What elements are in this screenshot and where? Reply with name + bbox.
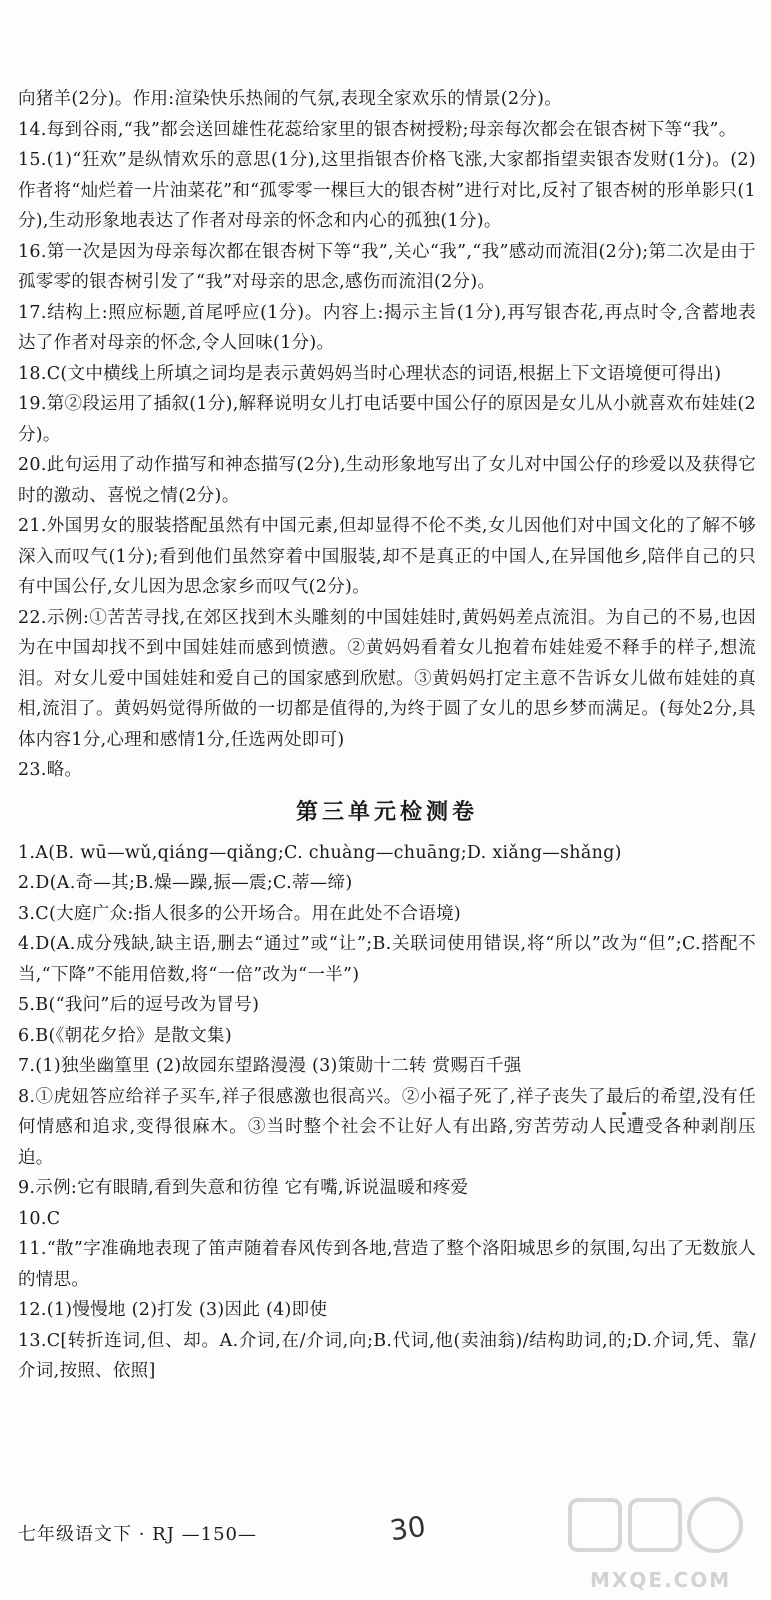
answer-content [18, 84, 756, 1387]
watermark-icon [560, 1490, 760, 1570]
answer-item: 14.每到谷雨,“我”都会送回雄性花蕊给家里的银杏树授粉;母亲每次都会在银杏树下等“我”。 [18, 119, 737, 140]
watermark-text: MXQE.COM [590, 1568, 732, 1592]
answer-item: 8.①虎妞答应给祥子买车,祥子很感激也很高兴。②小福子死了,祥子丧失了最后的希望,没有任何情感和追求,变得很麻木。③当时整个社会不让好人有出路,穷苦劳动人民遭受各种剥削压迫。 [18, 1086, 756, 1168]
watermark-logo [560, 1490, 760, 1590]
answer-item: 20.此句运用了动作描写和神态描写(2分),生动形象地写出了女儿对中国公仔的珍爱以及获得它时的激动、喜悦之情(2分)。 [18, 455, 756, 506]
answer-item: 21.外国男女的服装搭配虽然有中国元素,但却显得不伦不类,女儿因他们对中国文化的了解不够深入而叹气(1分);看到他们虽然穿着中国服装,却不是真正的中国人,在异国他乡,陪伴自己的只有中国公仔,女儿因为思念家乡而叹气(2分)。 [18, 516, 756, 597]
answers-unit-three [18, 838, 756, 1387]
answer-item: 12.(1)慢慢地 (2)打发 (3)因此 (4)即使 [18, 1300, 328, 1320]
answer-item: 16.第一次是因为母亲每次都在银杏树下等“我”,关心“我”,“我”感动而流泪(2分);第二次是由于孤零零的银杏树引发了“我”对母亲的思念,感伤而流泪(2分)。 [18, 241, 756, 292]
answer-item: 6.B(《朝花夕拾》是散文集) [18, 1025, 232, 1046]
answer-item: 11.“散”字准确地表现了笛声随着春风传到各地,营造了整个洛阳城思乡的氛围,勾出了无数旅人的情思。 [18, 1239, 756, 1290]
answer-item: 17.结构上:照应标题,首尾呼应(1分)。内容上:揭示主旨(1分),再写银杏花,再点时令,含蓄地表达了作者对母亲的怀念,令人回味(1分)。 [18, 302, 756, 353]
answer-item: 4.D(A.成分残缺,缺主语,删去“通过”或“让”;B.关联词使用错误,将“所以”改为“但”;C.搭配不当,“下降”不能用倍数,将“一倍”改为“一半”) [18, 934, 756, 985]
answer-item: 13.C[转折连词,但、却。A.介词,在/介词,向;B.代词,他(卖油翁)/结构助词,的;D.介词,凭、靠/介词,按照、依照] [18, 1330, 756, 1381]
answer-item: 15.(1)“狂欢”是纵情欢乐的意思(1分),这里指银杏价格飞涨,大家都指望卖银杏发财(1分)。(2)作者将“灿烂着一片油菜花”和“孤零零一棵巨大的银杏树”进行对比,反衬了银杏树的形单影只(1分),生动形象地表达了作者对母亲的怀念和内心的孤独(1分)。 [18, 150, 756, 231]
answer-item: 9.示例:它有眼睛,看到失意和彷徨 它有嘴,诉说温暖和疼爱 [18, 1178, 469, 1198]
page-footer: 七年级语文下 · RJ —150— [18, 1524, 258, 1545]
answer-item: 7.(1)独坐幽篁里 (2)故园东望路漫漫 (3)策勋十二转 赏赐百千强 [18, 1056, 522, 1076]
section-title: 第三单元检测卷 [295, 799, 478, 825]
answer-item: 18.C(文中横线上所填之词均是表示黄妈妈当时心理状态的词语,根据上下文语境便可得出) [18, 363, 722, 384]
answer-item: 23.略。 [18, 760, 83, 780]
answer-item: 1.A(B. wū—wǔ,qiáng—qiǎng;C. chuàng—chuāng;D. xiǎng—shǎng) [18, 842, 622, 863]
scan-speck [622, 1112, 626, 1115]
answers-previous-unit [18, 84, 756, 786]
answer-item: 5.B(“我问”后的逗号改为冒号) [18, 995, 260, 1015]
answer-item: 向猪羊(2分)。作用:渲染快乐热闹的气氛,表现全家欢乐的情景(2分)。 [18, 89, 563, 109]
answer-item: 3.C(大庭广众:指人很多的公开场合。用在此处不合语境) [18, 903, 462, 924]
handwritten-mark: 30 [387, 1509, 428, 1548]
answer-item: 2.D(A.奇—其;B.燥—躁,振—震;C.蒂—缔) [18, 873, 353, 893]
answer-item: 22.示例:①苦苦寻找,在郊区找到木头雕刻的中国娃娃时,黄妈妈差点流泪。为自己的不易,也因为在中国却找不到中国娃娃而感到愤懑。②黄妈妈看着女儿抱着布娃娃爱不释手的样子,想流泪。对女儿爱中国娃娃和爱自己的国家感到欣慰。③黄妈妈打定主意不告诉女儿做布娃娃的真相,流泪了。黄妈妈觉得所做的一切都是值得的,为终于圆了女儿的思乡梦而满足。(每处2分,具体内容1分,心理和感情1分,任选两处即可) [18, 607, 756, 750]
answer-item: 19.第②段运用了插叙(1分),解释说明女儿打电话要中国公仔的原因是女儿从小就喜欢布娃娃(2分)。 [18, 394, 756, 445]
answer-item: 10.C [18, 1208, 61, 1229]
